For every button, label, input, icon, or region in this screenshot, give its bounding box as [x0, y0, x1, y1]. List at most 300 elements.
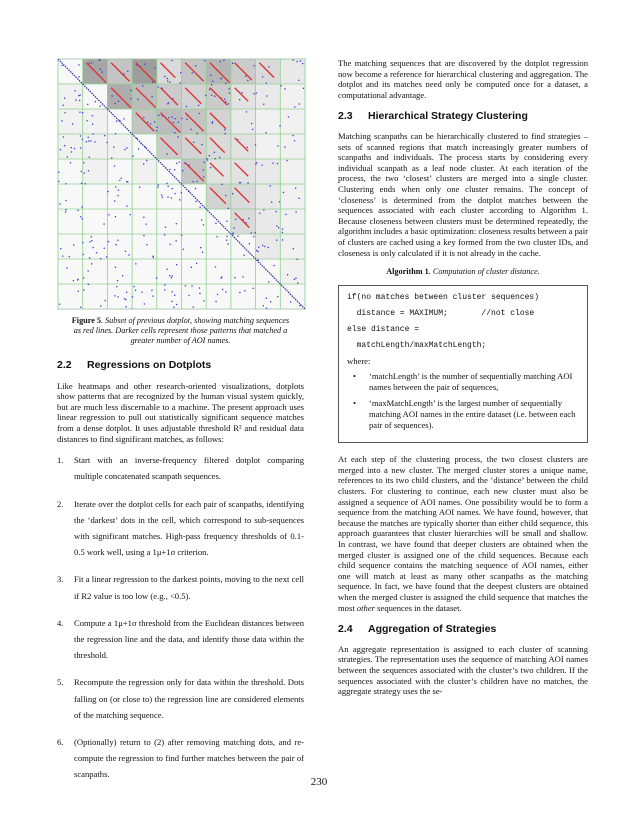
- dotplot-cell: [58, 84, 83, 109]
- dotplot-dot: [302, 63, 303, 64]
- dotplot-dot: [81, 171, 82, 172]
- step-number: 4.: [57, 617, 64, 628]
- dotplot-dot: [143, 117, 144, 118]
- dotplot-dot: [200, 247, 201, 248]
- dotplot-cell: [256, 184, 281, 209]
- dotplot-dot: [73, 280, 74, 281]
- dotplot-dot: [93, 247, 94, 248]
- dotplot-dot: [94, 141, 95, 142]
- figure-caption-text: . Subset of previous dotplot, showing matching sequences as red lines. Darker cells represent those patterns that matched a greater number of AOI names.: [73, 316, 290, 345]
- dotplot-dot: [154, 121, 155, 122]
- dotplot-dot: [128, 254, 129, 255]
- dotplot-dot: [170, 244, 171, 245]
- dotplot-dot: [164, 284, 165, 285]
- dotplot-dot: [215, 301, 216, 302]
- dotplot-dot: [263, 104, 264, 105]
- dotplot-dot: [62, 256, 63, 257]
- section-2-4-paragraph: An aggregate representation is assigned to each cluster of scanning strategies. The representation uses the sequence of matching AOI names between the sequences associated with the cluster’s two children. If the sequences associated with the cluster’s children have no matches, the aggregate strategy uses the se-: [338, 643, 588, 697]
- dotplot-dot: [166, 183, 167, 184]
- dotplot-dot: [220, 278, 221, 279]
- dotplot-dot: [244, 290, 245, 291]
- dotplot-dot: [78, 95, 79, 96]
- dotplot-dot: [191, 286, 192, 287]
- dotplot-dot: [104, 248, 105, 249]
- dotplot-dot: [204, 60, 205, 61]
- dotplot-dot: [89, 241, 90, 242]
- dotplot-dot: [169, 169, 170, 170]
- dotplot-dot: [201, 219, 202, 220]
- dotplot-dot: [266, 298, 267, 299]
- section-2-3-title: Hierarchical Strategy Clustering: [368, 110, 528, 123]
- dotplot-dot: [181, 192, 182, 193]
- dotplot-dot: [282, 232, 283, 233]
- dotplot-dot: [126, 147, 127, 148]
- dotplot-dot: [63, 105, 64, 106]
- dotplot-cell: [107, 134, 132, 159]
- dotplot-dot: [212, 123, 213, 124]
- dotplot-cell: [132, 209, 157, 234]
- dotplot-dot: [246, 111, 247, 112]
- dotplot-dot: [277, 296, 278, 297]
- dotplot-dot: [280, 85, 281, 86]
- dotplot-dot: [63, 136, 64, 137]
- regression-step: [57, 571, 304, 603]
- dotplot-dot: [251, 123, 252, 124]
- dotplot-dot: [89, 63, 90, 64]
- dotplot-dot: [117, 195, 118, 196]
- dotplot-dot: [147, 122, 148, 123]
- dotplot-dot: [297, 61, 298, 62]
- dotplot-dot: [105, 300, 106, 301]
- dotplot-dot: [106, 142, 107, 143]
- dotplot-dot: [174, 169, 175, 170]
- dotplot-dot: [298, 198, 299, 199]
- regression-steps-list: [57, 452, 304, 782]
- step-text: Iterate over the dotplot cells for each pair of scanpaths, identifying the ‘darkest’ dots in the cell, which correspond to sub-sequences with significant matches. High-pass frequency thresholds of 0.1-0.5 work well, using a 1μ+1σ criterion.: [74, 498, 304, 558]
- section-2-4-number: 2.4: [338, 623, 353, 636]
- dotplot-dot: [78, 64, 79, 65]
- dotplot-dot: [279, 125, 280, 126]
- dotplot-dot: [188, 295, 189, 296]
- dotplot-dot: [279, 201, 280, 202]
- page-number: 230: [310, 776, 328, 788]
- dotplot-dot: [225, 291, 226, 292]
- dotplot-dot: [152, 296, 153, 297]
- left-column: [57, 58, 304, 794]
- dotplot-cell: [83, 184, 108, 209]
- dotplot-dot: [283, 192, 284, 193]
- dotplot-dot: [85, 183, 86, 184]
- dotplot-dot: [132, 296, 133, 297]
- dotplot-dot: [152, 82, 153, 83]
- step-text: Compute a 1μ+1σ threshold from the Euclidean distances between the regression line and the data, and identify those data within the threshold.: [74, 617, 304, 661]
- dotplot-dot: [146, 160, 147, 161]
- dotplot-cell: [157, 184, 182, 209]
- dotplot-dot: [268, 281, 269, 282]
- section-2-2-title: Regressions on Dotplots: [87, 359, 212, 371]
- dotplot-dot: [224, 99, 225, 100]
- dotplot-dot: [201, 144, 202, 145]
- dotplot-dot: [130, 90, 131, 91]
- dotplot-dot: [126, 181, 127, 182]
- dotplot-dot: [164, 234, 165, 235]
- dotplot-dot: [242, 92, 243, 93]
- dotplot-dot: [151, 290, 152, 291]
- dotplot-dot: [179, 162, 180, 163]
- dotplot-dot: [225, 101, 226, 102]
- section-2-3-paragraph: Matching scanpaths can be hierarchically clustered to find strategies – sets of scanned regions that match increasingly greater numbers of scanpaths and individuals. The process starts by considering every individual scanpath as a leaf node cluster. At each iteration of the process, the two ‘closest’ clusters are merged into a single cluster. Clustering ends when only one cluster remains. The concept of ‘closeness’ is determined from the dotplot matches between the sequences associated with each cluster according to Algorithm 1. Because closeness between clusters must be determined repeatedly, the algorithm includes a basic optimization: closeness results between a pair of clusters are cached using a key formed from the two cluster IDs, and closeness is only calculated if it is not already in the cache.: [338, 130, 588, 258]
- dotplot-cell: [132, 234, 157, 259]
- dotplot-dot: [270, 185, 271, 186]
- dotplot-dot: [294, 140, 295, 141]
- dotplot-cell: [83, 284, 108, 309]
- dotplot-cell: [280, 109, 305, 134]
- dotplot-dot: [180, 72, 181, 73]
- dotplot-cell: [58, 284, 83, 309]
- dotplot-dot: [270, 301, 271, 302]
- dotplot-dot: [166, 269, 167, 270]
- dotplot-cell: [157, 284, 182, 309]
- dotplot-dot: [173, 307, 174, 308]
- algorithm-bullet: [347, 371, 579, 392]
- dotplot-dot: [100, 258, 101, 259]
- section-2-3-paragraph-2: [338, 454, 588, 613]
- dotplot-dot: [191, 267, 192, 268]
- dotplot-dot: [92, 124, 93, 125]
- dotplot-dot: [118, 190, 119, 191]
- dotplot-dot: [199, 287, 200, 288]
- section-2-2-heading: [57, 360, 304, 371]
- dotplot-dot: [293, 248, 294, 249]
- dotplot-dot: [67, 156, 68, 157]
- dotplot-dot: [253, 93, 254, 94]
- dotplot-dot: [215, 266, 216, 267]
- dotplot-dot: [77, 210, 78, 211]
- dotplot-dot: [181, 118, 182, 119]
- dotplot-dot: [80, 94, 81, 95]
- dotplot-dot: [116, 244, 117, 245]
- dotplot-dot: [176, 223, 177, 224]
- dotplot-dot: [171, 277, 172, 278]
- dotplot-dot: [199, 113, 200, 114]
- section-2-4-title: Aggregation of Strategies: [368, 623, 497, 636]
- dotplot-dot: [83, 162, 84, 163]
- dotplot-dot: [73, 244, 74, 245]
- dotplot-dot: [74, 90, 75, 91]
- dotplot-dot: [117, 280, 118, 281]
- dotplot-dot: [256, 162, 257, 163]
- dotplot-dot: [130, 98, 131, 99]
- dotplot-dot: [156, 127, 157, 128]
- dotplot-dot: [172, 188, 173, 189]
- dotplot-cell: [256, 134, 281, 159]
- dotplot-dot: [158, 115, 159, 116]
- regression-step: [57, 615, 304, 664]
- dotplot-dot: [66, 267, 67, 268]
- dotplot-dot: [229, 92, 230, 93]
- dotplot-dot: [223, 60, 224, 61]
- dotplot-dot: [165, 227, 166, 228]
- dotplot-dot: [298, 80, 299, 81]
- step-number: 3.: [57, 574, 64, 585]
- dotplot-cell: [157, 209, 182, 234]
- dotplot-dot: [176, 304, 177, 305]
- dotplot-dot: [77, 279, 78, 280]
- dotplot-dot: [186, 119, 187, 120]
- dotplot-dot: [115, 216, 116, 217]
- dotplot-dot: [91, 263, 92, 264]
- dotplot-dot: [151, 96, 152, 97]
- dotplot-dot: [87, 104, 88, 105]
- dotplot-dot: [142, 85, 143, 86]
- dotplot-dot: [150, 123, 151, 124]
- dotplot-dot: [74, 148, 75, 149]
- dotplot-dot: [91, 236, 92, 237]
- dotplot-dot: [221, 78, 222, 79]
- step-number: 6.: [57, 737, 64, 747]
- dotplot-dot: [121, 178, 122, 179]
- dotplot-dot: [59, 304, 60, 305]
- dotplot-dot: [239, 292, 240, 293]
- dotplot-dot: [209, 89, 210, 90]
- dotplot-dot: [80, 307, 81, 308]
- dotplot-dot: [257, 251, 258, 252]
- dotplot-dot: [167, 196, 168, 197]
- dotplot-dot: [299, 103, 300, 104]
- dotplot-dot: [143, 235, 144, 236]
- dotplot-dot: [126, 306, 127, 307]
- dotplot-dot: [252, 129, 253, 130]
- dotplot-dot: [239, 99, 240, 100]
- dotplot-cell: [206, 234, 231, 259]
- dotplot-dot: [168, 186, 169, 187]
- dotplot-dot: [173, 122, 174, 123]
- dotplot-dot: [139, 187, 140, 188]
- dotplot-dot: [117, 296, 118, 297]
- dotplot-cell: [132, 159, 157, 184]
- dotplot-cell: [231, 259, 256, 284]
- dotplot-dot: [72, 123, 73, 124]
- dotplot-dot: [297, 282, 298, 283]
- dotplot-dot: [82, 112, 83, 113]
- dotplot-dot: [225, 195, 226, 196]
- dotplot-dot: [133, 286, 134, 287]
- dotplot-dot: [113, 147, 114, 148]
- dotplot-dot: [83, 254, 84, 255]
- dotplot-dot: [295, 188, 296, 189]
- dotplot-dot: [220, 61, 221, 62]
- dotplot-dot: [122, 275, 123, 276]
- dotplot-dot: [212, 81, 213, 82]
- dotplot-dot: [152, 256, 153, 257]
- dotplot-dot: [64, 98, 65, 99]
- section-2-4-heading: [338, 624, 588, 635]
- dotplot-cell: [83, 209, 108, 234]
- dotplot-dot: [237, 235, 238, 236]
- dotplot-dot: [65, 112, 66, 113]
- dotplot-dot: [103, 223, 104, 224]
- dotplot-dot: [135, 263, 136, 264]
- dotplot-dot: [259, 213, 260, 214]
- dotplot-dot: [255, 144, 256, 145]
- dotplot-dot: [75, 99, 76, 100]
- dotplot-dot: [177, 136, 178, 137]
- dotplot-dot: [191, 129, 192, 130]
- dotplot-dot: [249, 243, 250, 244]
- dotplot-dot: [158, 184, 159, 185]
- dotplot-dot: [245, 76, 246, 77]
- algorithm-bullets: [347, 371, 579, 430]
- dotplot-dot: [179, 199, 180, 200]
- dotplot-dot: [196, 263, 197, 264]
- dotplot-dot: [235, 219, 236, 220]
- dotplot-dot: [206, 158, 207, 159]
- dotplot-dot: [65, 209, 66, 210]
- dotplot-dot: [81, 206, 82, 207]
- dotplot-dot: [90, 140, 91, 141]
- dotplot-dot: [80, 135, 81, 136]
- dotplot-dot: [207, 159, 208, 160]
- dotplot-cell: [280, 184, 305, 209]
- dotplot-dot: [271, 201, 272, 202]
- dotplot-dot: [195, 201, 196, 202]
- dotplot-cell: [58, 234, 83, 259]
- dotplot-dot: [124, 149, 125, 150]
- dotplot-dot: [234, 277, 235, 278]
- dotplot-dot: [242, 276, 243, 277]
- dotplot-dot: [274, 265, 275, 266]
- figure-caption: [69, 316, 292, 346]
- dotplot-dot: [183, 249, 184, 250]
- dotplot-dot: [158, 86, 159, 87]
- dotplot-dot: [232, 193, 233, 194]
- dotplot-dot: [293, 135, 294, 136]
- dotplot-dot: [114, 165, 115, 166]
- dotplot-dot: [156, 130, 157, 131]
- dotplot-dot: [171, 197, 172, 198]
- section-2-3-paragraph-2-part-b: sequences in the dataset.: [375, 602, 462, 613]
- dotplot-dot: [202, 252, 203, 253]
- dotplot-dot: [226, 240, 227, 241]
- dotplot-cell: [231, 284, 256, 309]
- dotplot-dot: [287, 274, 288, 275]
- dotplot-dot: [226, 236, 227, 237]
- section-2-3-paragraph-2-emphasis: other: [356, 602, 376, 613]
- dotplot-cell: [280, 84, 305, 109]
- dotplot-cell: [107, 259, 132, 284]
- dotplot-dot: [154, 67, 155, 68]
- dotplot-dot: [203, 176, 204, 177]
- dotplot-dot: [137, 99, 138, 100]
- dotplot-cell: [256, 109, 281, 134]
- dotplot-cell: [231, 109, 256, 134]
- dotplot-dot: [296, 211, 297, 212]
- algorithm-caption: [338, 267, 588, 278]
- figure-caption-label: Figure 5: [71, 316, 101, 325]
- dotplot-cell: [132, 184, 157, 209]
- dotplot-figure: [57, 58, 306, 310]
- dotplot-dot: [62, 65, 63, 66]
- dotplot-dot: [225, 83, 226, 84]
- dotplot-dot: [193, 307, 194, 308]
- dotplot-dot: [178, 122, 179, 123]
- dotplot-dot: [211, 95, 212, 96]
- dotplot-dot: [88, 284, 89, 285]
- dotplot-dot: [205, 95, 206, 96]
- dotplot-dot: [108, 214, 109, 215]
- dotplot-dot: [203, 300, 204, 301]
- dotplot-dot: [88, 270, 89, 271]
- dotplot-cell: [182, 234, 207, 259]
- dotplot-dot: [266, 308, 267, 309]
- dotplot-dot: [115, 133, 116, 134]
- dotplot-dot: [284, 88, 285, 89]
- dotplot-dot: [86, 141, 87, 142]
- dotplot-dot: [124, 298, 125, 299]
- dotplot-cell: [182, 209, 207, 234]
- algorithm-code-line-4: matchLength/maxMatchLength;: [347, 340, 487, 350]
- dotplot-cell: [280, 59, 305, 84]
- step-text: Fit a linear regression to the darkest points, moving to the next cell if R2 value is too low (e.g., <0.5).: [74, 574, 304, 601]
- dotplot-dot: [171, 301, 172, 302]
- dotplot-dot: [276, 225, 277, 226]
- dotplot-dot: [71, 151, 72, 152]
- dotplot-dot: [256, 250, 257, 251]
- bullet-icon: •: [353, 398, 357, 409]
- dotplot-dot: [295, 278, 296, 279]
- dotplot-dot: [225, 133, 226, 134]
- dotplot-dot: [167, 103, 168, 104]
- dotplot-dot: [176, 240, 177, 241]
- dotplot-dot: [80, 216, 81, 217]
- dotplot-dot: [126, 205, 127, 206]
- dotplot-dot: [255, 164, 256, 165]
- dotplot-dot: [262, 245, 263, 246]
- dotplot-dot: [297, 259, 298, 260]
- bullet-icon: •: [353, 371, 357, 382]
- dotplot-dot: [92, 115, 93, 116]
- dotplot-dot: [228, 208, 229, 209]
- dotplot-dot: [181, 235, 182, 236]
- dotplot-dot: [70, 162, 71, 163]
- dotplot-dot: [174, 118, 175, 119]
- algorithm-bullet-text: ‘maxMatchLength’ is the largest number of sequentially matching AOI names in the entire dataset (i.e. between each pair of sequences).: [369, 398, 576, 430]
- dotplot-dot: [261, 165, 262, 166]
- dotplot-dot: [174, 295, 175, 296]
- dotplot-cell: [107, 184, 132, 209]
- dotplot-dot: [114, 200, 115, 201]
- dotplot-dot: [88, 137, 89, 138]
- dotplot-dot: [146, 244, 147, 245]
- dotplot-dot: [266, 95, 267, 96]
- algorithm-box: [338, 285, 588, 444]
- dotplot-image: [58, 59, 305, 309]
- dotplot-dot: [174, 193, 175, 194]
- dotplot-cell: [280, 209, 305, 234]
- dotplot-dot: [157, 187, 158, 188]
- dotplot-cell: [83, 134, 108, 159]
- dotplot-dot: [118, 101, 119, 102]
- dotplot-dot: [210, 167, 211, 168]
- dotplot-dot: [60, 248, 61, 249]
- dotplot-dot: [79, 76, 80, 77]
- dotplot-dot: [156, 278, 157, 279]
- dotplot-dot: [186, 106, 187, 107]
- step-number: 1.: [57, 455, 64, 466]
- algorithm-label: Algorithm 1: [386, 267, 429, 277]
- dotplot-dot: [200, 207, 201, 208]
- dotplot-cell: [157, 259, 182, 284]
